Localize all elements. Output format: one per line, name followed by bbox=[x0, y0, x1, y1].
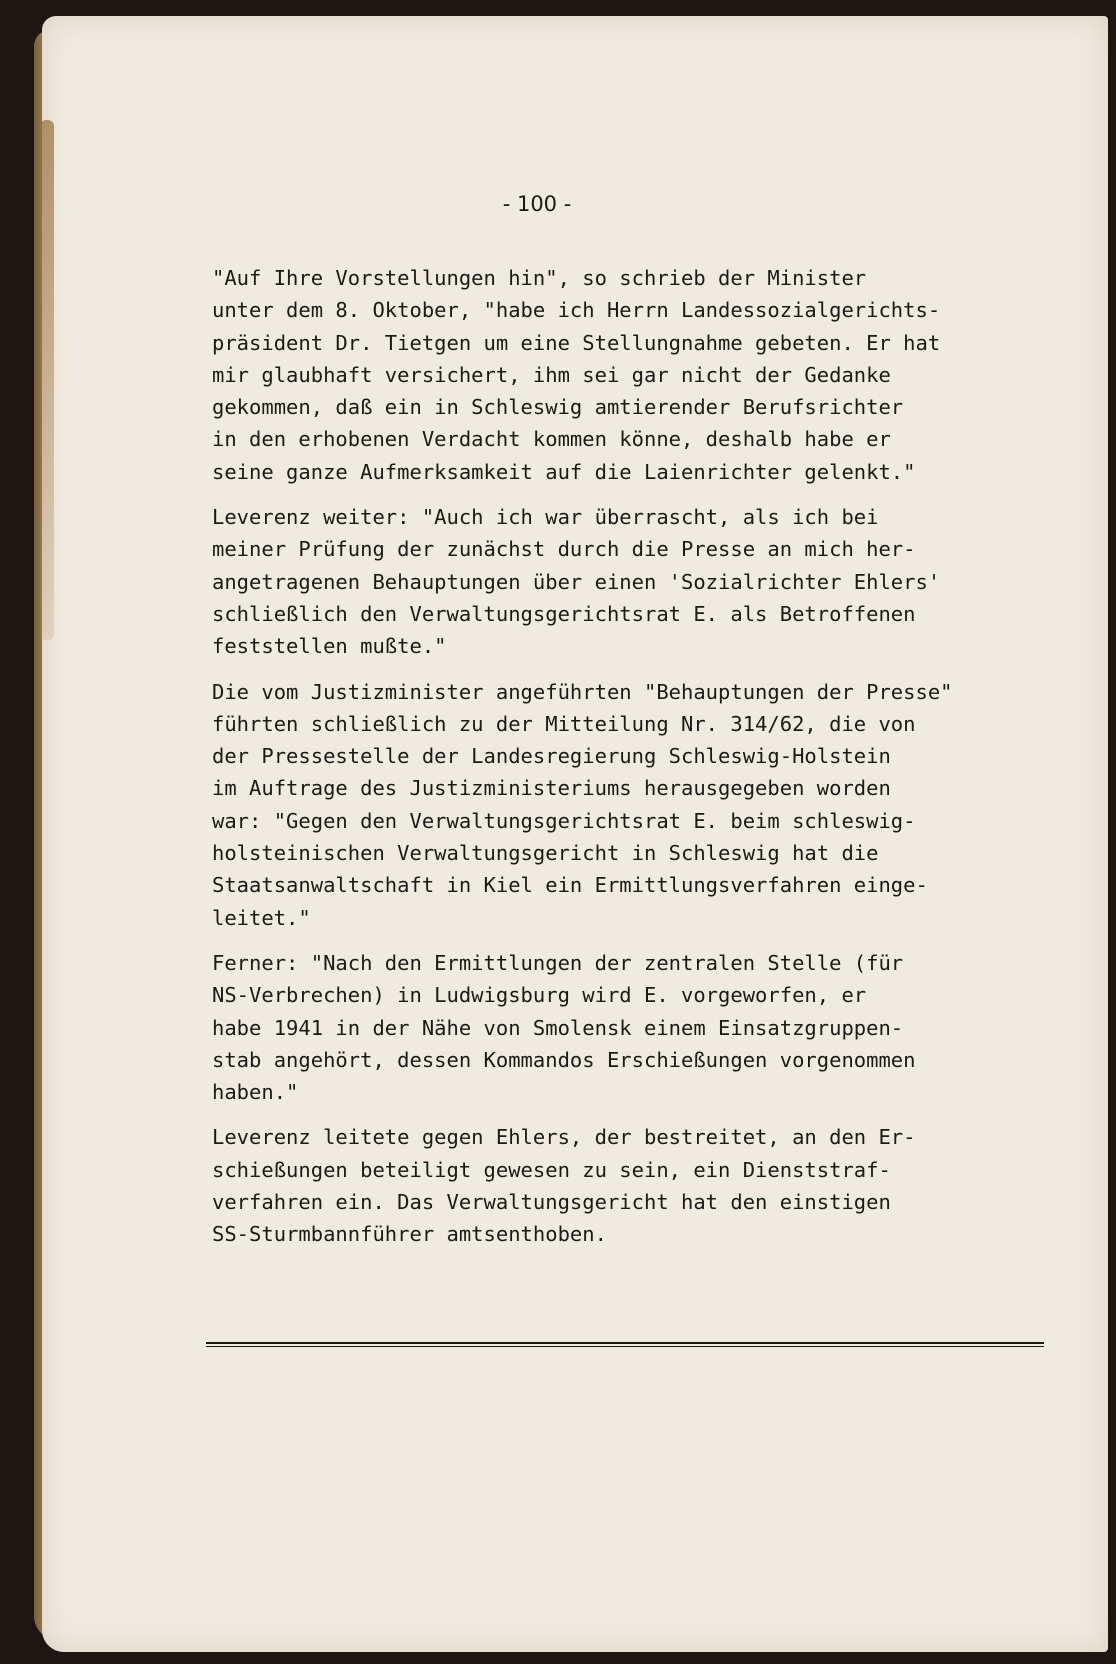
text-line: leitet." bbox=[212, 905, 311, 930]
paragraph-2 bbox=[212, 501, 1052, 662]
text-line: führten schließlich zu der Mitteilung Nr. 314/62, die von bbox=[212, 711, 916, 736]
paragraph-3 bbox=[212, 676, 1052, 934]
text-line: Staatsanwaltschaft in Kiel ein Ermittlungsverfahren einge- bbox=[212, 873, 928, 898]
text-line: Die vom Justizminister angeführten "Behauptungen der Presse" bbox=[212, 679, 953, 704]
text-line: in den erhobenen Verdacht kommen könne, deshalb habe er bbox=[212, 427, 891, 452]
text-line: schließlich den Verwaltungsgerichtsrat E. als Betroffenen bbox=[212, 601, 916, 626]
text-line: angetragenen Behauptungen über einen 'Sozialrichter Ehlers' bbox=[212, 569, 941, 594]
text-line: verfahren ein. Das Verwaltungsgericht hat den einstigen bbox=[212, 1190, 891, 1215]
typed-text-block bbox=[212, 188, 1052, 1264]
end-double-rule bbox=[206, 1342, 1044, 1347]
text-line: NS-Verbrechen) in Ludwigsburg wird E. vorgeworfen, er bbox=[212, 983, 867, 1008]
text-line: haben." bbox=[212, 1080, 299, 1105]
text-line: mir glaubhaft versichert, ihm sei gar nicht der Gedanke bbox=[212, 362, 891, 387]
text-line: der Pressestelle der Landesregierung Schleswig-Holstein bbox=[212, 744, 891, 769]
text-line: seine ganze Aufmerksamkeit auf die Laienrichter gelenkt." bbox=[212, 459, 916, 484]
text-line: Ferner: "Nach den Ermittlungen der zentralen Stelle (für bbox=[212, 950, 904, 975]
paragraph-1 bbox=[212, 262, 1052, 488]
text-line: feststellen mußte." bbox=[212, 634, 447, 659]
text-line: habe 1941 in der Nähe von Smolensk einem Einsatzgruppen- bbox=[212, 1015, 904, 1040]
text-line: war: "Gegen den Verwaltungsgerichtsrat E. beim schleswig- bbox=[212, 808, 916, 833]
text-line: meiner Prüfung der zunächst durch die Presse an mich her- bbox=[212, 537, 916, 562]
paragraph-4 bbox=[212, 947, 1052, 1108]
text-line: unter dem 8. Oktober, "habe ich Herrn Landessozialgerichts- bbox=[212, 298, 941, 323]
text-line: schießungen beteiligt gewesen zu sein, ein Dienststraf- bbox=[212, 1157, 891, 1182]
page-number: - 100 - bbox=[502, 192, 572, 216]
text-line: präsident Dr. Tietgen um eine Stellungnahme gebeten. Er hat bbox=[212, 330, 941, 355]
text-line: holsteinischen Verwaltungsgericht in Schleswig hat die bbox=[212, 841, 879, 866]
paragraph-5 bbox=[212, 1121, 1052, 1250]
text-line: Leverenz leitete gegen Ehlers, der bestreitet, an den Er- bbox=[212, 1125, 916, 1150]
edge-stain bbox=[40, 120, 54, 640]
text-line: im Auftrage des Justizministeriums herausgegeben worden bbox=[212, 776, 891, 801]
text-line: gekommen, daß ein in Schleswig amtierender Berufsrichter bbox=[212, 395, 904, 420]
text-line: stab angehört, dessen Kommandos Erschießungen vorgenommen bbox=[212, 1047, 916, 1072]
text-line: "Auf Ihre Vorstellungen hin", so schrieb der Minister bbox=[212, 266, 867, 290]
text-line: SS-Sturmbannführer amtsenthoben. bbox=[212, 1222, 607, 1247]
text-line: Leverenz weiter: "Auch ich war überrascht, als ich bei bbox=[212, 505, 879, 530]
